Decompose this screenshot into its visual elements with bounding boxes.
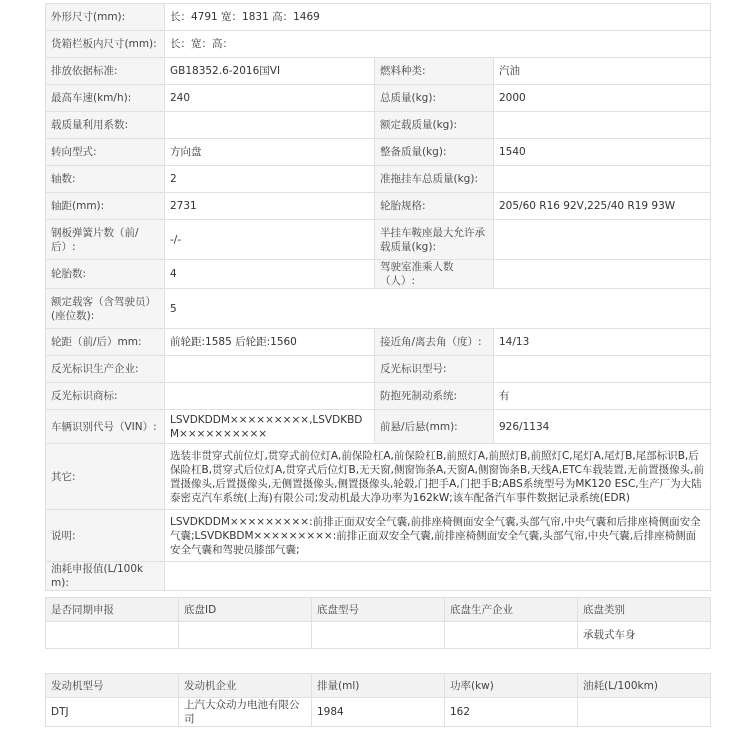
chassis-header-sync: 是否同期申报 xyxy=(46,598,179,622)
engine-cell-consumption xyxy=(578,698,711,727)
other-label: 其它: xyxy=(46,444,165,510)
saddle-label: 半挂车鞍座最大允许承载质量(kg): xyxy=(375,220,494,260)
other-value: 选装非贯穿式前位灯,贯穿式前位灯A,前保险杠A,前保险杠B,前照灯A,前照灯B,前照灯C,尾灯A,尾灯B,尾部标识B,后保险杠B,贯穿式后位灯A,贯穿式后位灯B,无天窗,侧窗饰条A,天窗A,侧窗饰条B,天线A,ETC车载装置,无前置摄像头,前置摄像头,后置摄像头,无侧置摄像头,侧置摄像头,轮毂,门把手A,门把手B;ABS系统型号为MK120 ESC,生产厂为大陆泰密克汽车系统(上海)有限公司;发动机最大净功率为162kW;该车配备汽车事件数据记录系统(EDR) xyxy=(165,444,711,510)
abs-value: 有 xyxy=(494,383,711,410)
dimensions-value: 长：4791 宽：1831 高：1469 xyxy=(165,4,711,31)
trailer-value xyxy=(494,166,711,193)
reflect-company-value xyxy=(165,356,375,383)
chassis-header-maker: 底盘生产企业 xyxy=(445,598,578,622)
spec-table xyxy=(45,3,711,591)
cab-label: 驾驶室准乘人数（人）: xyxy=(375,260,494,289)
ratedload-value xyxy=(494,112,711,139)
steering-value: 方向盘 xyxy=(165,139,375,166)
overhang-label: 前悬/后悬(mm): xyxy=(375,410,494,444)
chassis-cell-sync xyxy=(46,622,179,649)
engine-header-model: 发动机型号 xyxy=(46,674,179,698)
chassis-header-model: 底盘型号 xyxy=(312,598,445,622)
engine-cell-company: 上汽大众动力电池有限公司 xyxy=(179,698,312,727)
trailer-label: 准拖挂车总质量(kg): xyxy=(375,166,494,193)
axles-value: 2 xyxy=(165,166,375,193)
reflect-company-label: 反光标识生产企业: xyxy=(46,356,165,383)
emission-value: GB18352.6-2016国VI xyxy=(165,58,375,85)
reflect-brand-value xyxy=(165,383,375,410)
engine-cell-power: 162 xyxy=(445,698,578,727)
engine-cell-model: DTJ xyxy=(46,698,179,727)
ratedload-label: 额定载质量(kg): xyxy=(375,112,494,139)
curbmass-label: 整备质量(kg): xyxy=(375,139,494,166)
wheelbase-value: 2731 xyxy=(165,193,375,220)
consumption-label: 油耗申报值(L/100km): xyxy=(46,562,165,591)
seats-value: 5 xyxy=(165,289,711,329)
tire-label: 轮胎规格: xyxy=(375,193,494,220)
track-label: 轮距（前/后）mm: xyxy=(46,329,165,356)
totalmass-label: 总质量(kg): xyxy=(375,85,494,112)
abs-label: 防抱死制动系统: xyxy=(375,383,494,410)
overhang-value: 926/1134 xyxy=(494,410,711,444)
note-label: 说明: xyxy=(46,510,165,562)
cab-value xyxy=(494,260,711,289)
dimensions-label: 外形尺寸(mm): xyxy=(46,4,165,31)
chassis-header-type: 底盘类别 xyxy=(578,598,711,622)
angle-label: 接近角/离去角（度）: xyxy=(375,329,494,356)
curbmass-value: 1540 xyxy=(494,139,711,166)
chassis-cell-maker xyxy=(445,622,578,649)
steering-label: 转向型式: xyxy=(46,139,165,166)
track-value: 前轮距:1585 后轮距:1560 xyxy=(165,329,375,356)
tirecount-label: 轮胎数: xyxy=(46,260,165,289)
engine-header-displacement: 排量(ml) xyxy=(312,674,445,698)
reflect-brand-label: 反光标识商标: xyxy=(46,383,165,410)
axles-label: 轴数: xyxy=(46,166,165,193)
consumption-value xyxy=(165,562,711,591)
maxspeed-label: 最高车速(km/h): xyxy=(46,85,165,112)
tirecount-value: 4 xyxy=(165,260,375,289)
cargo-label: 货箱栏板内尺寸(mm): xyxy=(46,31,165,58)
cargo-value: 长：宽：高： xyxy=(165,31,711,58)
emission-label: 排放依据标准: xyxy=(46,58,165,85)
reflect-model-value xyxy=(494,356,711,383)
fuel-label: 燃料种类: xyxy=(375,58,494,85)
angle-value: 14/13 xyxy=(494,329,711,356)
note-value: LSVDKDDM×××××××××:前排正面双安全气囊,前排座椅侧面安全气囊,头部气帘,中央气囊和后排座椅侧面安全气囊;LSVDKBDM×××××××××:前排正面双安全气囊,前排座椅侧面安全气囊,头部气帘,中央气囊,后排座椅侧面安全气囊和驾驶员膝部气囊; xyxy=(165,510,711,562)
springs-label: 钢板弹簧片数（前/后）: xyxy=(46,220,165,260)
vin-value: LSVDKDDM×××××××××,LSVDKBDM×××××××××× xyxy=(165,410,375,444)
maxspeed-value: 240 xyxy=(165,85,375,112)
engine-cell-displacement: 1984 xyxy=(312,698,445,727)
seats-label: 额定载客（含驾驶员）(座位数): xyxy=(46,289,165,329)
wheelbase-label: 轴距(mm): xyxy=(46,193,165,220)
chassis-cell-id xyxy=(179,622,312,649)
tire-value: 205/60 R16 92V,225/40 R19 93W xyxy=(494,193,711,220)
fuel-value: 汽油 xyxy=(494,58,711,85)
engine-header-power: 功率(kw) xyxy=(445,674,578,698)
loadfactor-label: 载质量利用系数: xyxy=(46,112,165,139)
chassis-header-id: 底盘ID xyxy=(179,598,312,622)
loadfactor-value xyxy=(165,112,375,139)
chassis-table xyxy=(45,597,711,649)
engine-table xyxy=(45,673,711,727)
saddle-value xyxy=(494,220,711,260)
engine-header-company: 发动机企业 xyxy=(179,674,312,698)
engine-header-consumption: 油耗(L/100km) xyxy=(578,674,711,698)
chassis-cell-model xyxy=(312,622,445,649)
reflect-model-label: 反光标识型号: xyxy=(375,356,494,383)
chassis-cell-type: 承载式车身 xyxy=(578,622,711,649)
vin-label: 车辆识别代号（VIN）: xyxy=(46,410,165,444)
springs-value: -/- xyxy=(165,220,375,260)
totalmass-value: 2000 xyxy=(494,85,711,112)
